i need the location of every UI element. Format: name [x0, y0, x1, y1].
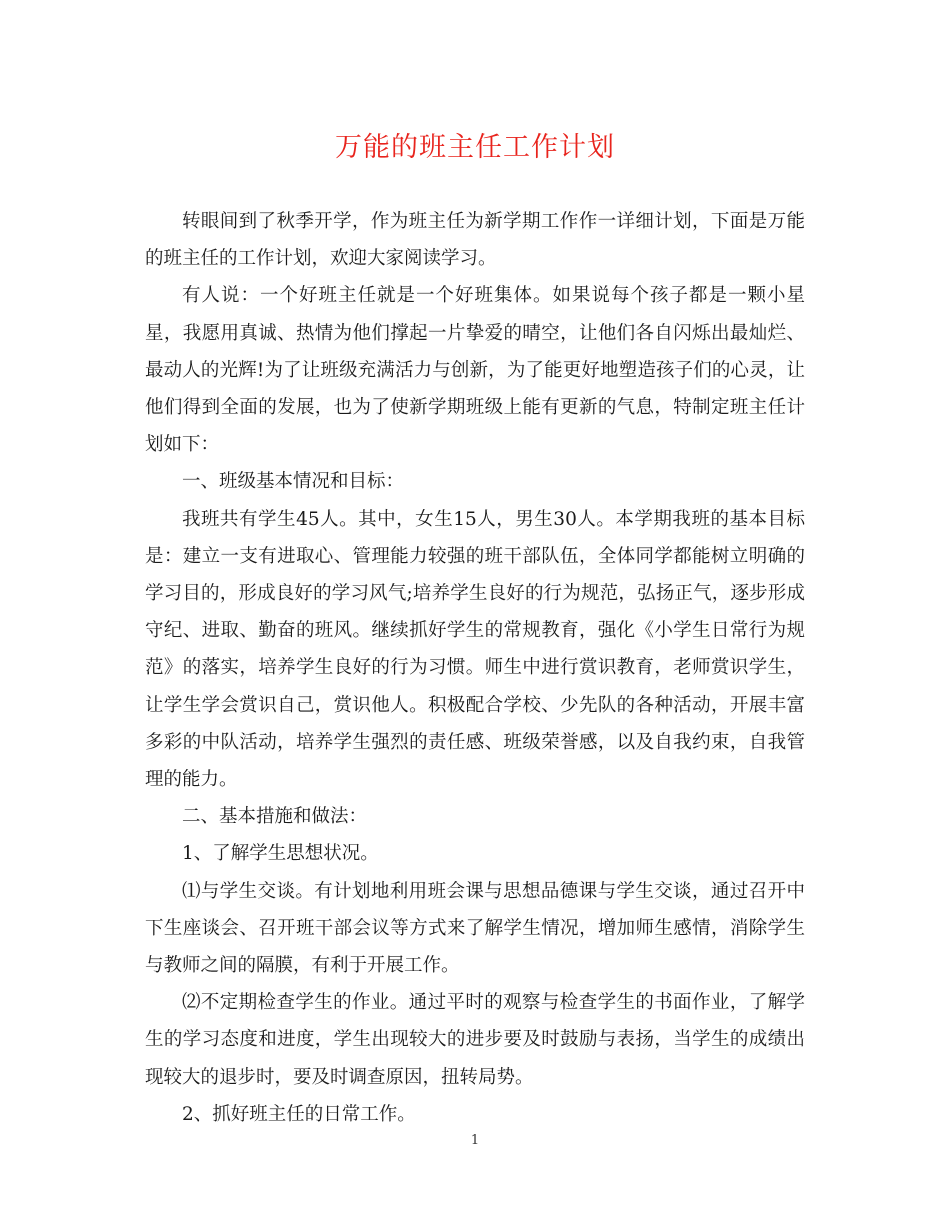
paragraph-item-2: ⑵不定期检查学生的作业。通过平时的观察与检查学生的书面作业，了解学生的学习态度和进度，学生出现较大的进步要及时鼓励与表扬，当学生的成绩出现较大的退步时，要及时调查原因，扭转局势。 — [145, 992, 805, 1088]
section-heading-1: 一、班级基本情况和目标： — [182, 471, 405, 493]
paragraph-item-1: ⑴与学生交谈。有计划地利用班会课与思想品德课与学生交谈，通过召开中下生座谈会、召开班干部会议等方式来了解学生情况，增加师生感情，消除学生与教师之间的隔膜，有利于开展工作。 — [145, 880, 805, 977]
paragraph-class-overview: 我班共有学生45人。其中，女生15人，男生30人。本学期我班的基本目标是：建立一支有进取心、管理能力较强的班干部队伍，全体同学都能树立明确的学习目的，形成良好的学习风气;培养学生良好的行为规范，弘扬正气，逐步形成守纪、进取、勤奋的班风。继续抓好学生的常规教育，强化《小学生日常行为规范》的落实，培养学生良好的行为习惯。师生中进行赏识教育，老师赏识学生，让学生学会赏识自己，赏识他人。积极配合学校、少先队的各种活动，开展丰富多彩的中队活动，培养学生强烈的责任感、班级荣誉感，以及自我约束，自我管理的能力。 — [145, 508, 805, 791]
document-body — [145, 203, 805, 1133]
paragraph-intro: 转眼间到了秋季开学，作为班主任为新学期工作作一详细计划，下面是万能的班主任的工作计划，欢迎大家阅读学习。 — [145, 211, 805, 270]
subsection-heading-2: 2、抓好班主任的日常工作。 — [182, 1103, 416, 1125]
subsection-heading-1: 1、了解学生思想状况。 — [182, 843, 379, 865]
document-title: 万能的班主任工作计划 — [335, 132, 615, 163]
page-number: 1 — [470, 1133, 480, 1148]
section-heading-2: 二、基本措施和做法： — [182, 806, 368, 828]
paragraph-preface: 有人说：一个好班主任就是一个好班集体。如果说每个孩子都是一颗小星星，我愿用真诚、热情为他们撑起一片挚爱的晴空，让他们各自闪烁出最灿烂、最动人的光辉!为了让班级充满活力与创新，为了能更好地塑造孩子们的心灵，让他们得到全面的发展，也为了使新学期班级上能有更新的气息，特制定班主任计划如下： — [145, 285, 805, 456]
